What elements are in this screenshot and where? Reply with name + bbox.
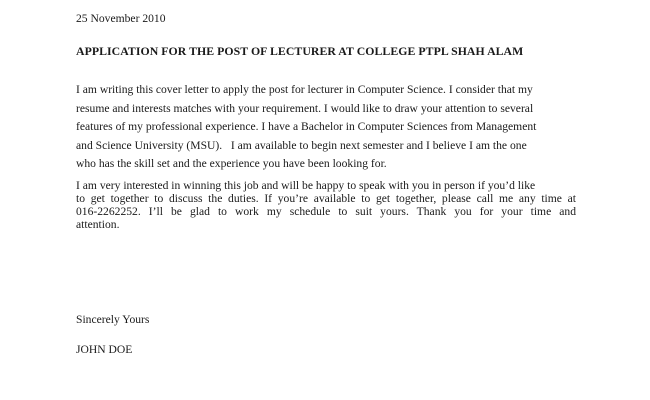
body-paragraph-2 — [76, 180, 576, 232]
body-paragraph-1 — [76, 81, 576, 174]
paragraph-line: I am writing this cover letter to apply the post for lecturer in Computer Science. I consider that my — [76, 83, 533, 96]
paragraph-line: and Science University (MSU). I am available to begin next semester and I believe I am the one — [76, 138, 527, 152]
paragraph-line: attention. — [76, 217, 120, 231]
letter-closing: Sincerely Yours — [76, 313, 150, 326]
paragraph-line: who has the skill set and the experience you have been looking for. — [76, 157, 387, 170]
paragraph-line: resume and interests matches with your requirement. I would like to draw your attention to several — [76, 101, 534, 115]
paragraph-line: I am very interested in winning this job and will be happy to speak with you in person if you’d like — [76, 179, 536, 192]
letter-subject: APPLICATION FOR THE POST OF LECTURER AT COLLEGE PTPL SHAH ALAM — [76, 44, 524, 58]
letter-signature-name: JOHN DOE — [76, 343, 133, 356]
paragraph-line: features of my professional experience. I have a Bachelor in Computer Sciences from Management — [76, 120, 537, 133]
letter-date: 25 November 2010 — [76, 12, 166, 25]
paragraph-line: 016-2262252. I’ll be glad to work my schedule to suit yours. Thank you for your time and — [76, 204, 576, 218]
paragraph-line: to get together to discuss the duties. If you’re available to get together, please call me any time at — [76, 191, 576, 205]
